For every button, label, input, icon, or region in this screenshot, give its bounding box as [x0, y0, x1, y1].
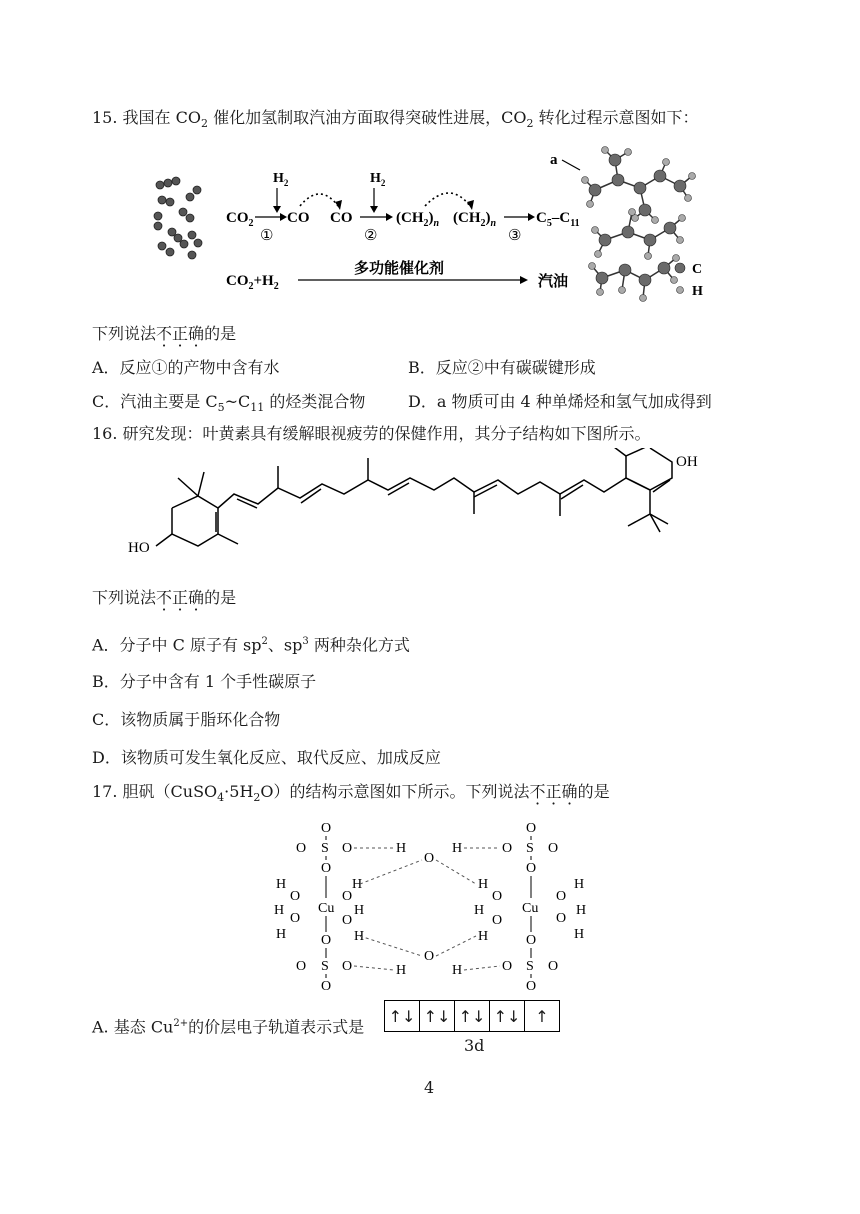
- structure-center: [396, 841, 462, 978]
- molecule-cluster: [154, 177, 202, 259]
- q15-option-d: D．a 物质可由 4 种单烯烃和氢气加成得到: [408, 392, 712, 411]
- svg-text:H: H: [574, 927, 585, 942]
- orbital-diagram-3d: [384, 1000, 560, 1032]
- svg-text:O: O: [296, 959, 307, 974]
- svg-text:O: O: [556, 889, 567, 904]
- svg-text:CO2+H2: $CO_2+H_2$: [226, 273, 279, 292]
- svg-text:①: ①: [260, 228, 274, 244]
- svg-text:H: H: [354, 929, 365, 944]
- svg-text:O: O: [296, 841, 307, 856]
- svg-text:S: S: [526, 841, 534, 856]
- structure-left-half: [274, 821, 364, 994]
- q16-prompt: 下列说法不正确的是: [92, 588, 237, 607]
- orbital-box: ↑: [535, 1006, 549, 1026]
- svg-text:O: O: [342, 889, 353, 904]
- q15-option-b: B．反应②中有碳碳键形成: [408, 358, 596, 377]
- svg-text:O: O: [342, 841, 353, 856]
- svg-text:C5–C11: $C_5-C_{11}$: [536, 210, 580, 229]
- svg-text:H: H: [452, 963, 463, 978]
- svg-text:O: O: [342, 913, 353, 928]
- svg-text:H: H: [396, 963, 407, 978]
- svg-text:O: O: [548, 841, 559, 856]
- svg-text:Cu: Cu: [318, 901, 335, 916]
- svg-text:S: S: [321, 959, 329, 974]
- svg-text:O: O: [342, 959, 353, 974]
- svg-text:H: H: [352, 877, 363, 892]
- ho-left-label: HO: [128, 540, 150, 556]
- svg-text:H: H: [354, 903, 365, 918]
- svg-text:H: H: [274, 903, 285, 918]
- q16-stem: 16. 研究发现：叶黄素具有缓解眼视疲劳的保健作用，其分子结构如下图所示。: [92, 424, 651, 443]
- svg-text:O: O: [526, 933, 537, 948]
- legend-carbon-dot: [675, 263, 685, 273]
- orbital-label: 3d: [464, 1036, 485, 1055]
- svg-text:O: O: [526, 821, 537, 836]
- svg-text:H: H: [276, 927, 287, 942]
- svg-text:S: S: [321, 841, 329, 856]
- svg-text:CO: CO: [287, 210, 310, 226]
- svg-text:O: O: [556, 911, 567, 926]
- svg-text:H: H: [474, 903, 485, 918]
- legend-carbon-label: C: [692, 262, 703, 277]
- svg-text:O: O: [290, 889, 301, 904]
- svg-text:H: H: [276, 877, 287, 892]
- svg-text:a: a: [550, 152, 558, 168]
- orbital-box: ↑↓: [420, 1001, 455, 1031]
- svg-text:②: ②: [364, 228, 378, 244]
- svg-text:O: O: [492, 889, 503, 904]
- svg-text:H: H: [478, 929, 489, 944]
- svg-text:O: O: [502, 959, 513, 974]
- svg-text:③: ③: [508, 228, 522, 244]
- svg-text:(CH2)n: $(CH_2)_n$: [396, 210, 440, 229]
- q17-stem: 17. 胆矾$(CuSO_4\cdot 5H_2O)$的结构示意图如下所示。下列说法不正确的是: [92, 782, 610, 805]
- lutein-structure: [120, 448, 740, 568]
- svg-text:H: H: [396, 841, 407, 856]
- svg-text:CO2: $CO_2$: [226, 210, 254, 229]
- page-number: 4: [424, 1078, 435, 1097]
- orbital-box: ↑↓: [385, 1001, 420, 1031]
- svg-text:O: O: [424, 851, 435, 866]
- svg-text:H: H: [452, 841, 463, 856]
- svg-text:H2: $H_2$: [273, 171, 289, 188]
- q16-option-c: C．该物质属于脂环化合物: [92, 710, 281, 729]
- svg-text:H: H: [574, 877, 585, 892]
- q16-option-b: B．分子中含有 1 个手性碳原子: [92, 672, 317, 691]
- legend-hydrogen-dot: [677, 287, 684, 294]
- q16-option-a: A．分子中 C 原子有 $sp^2$、$sp^3$ 两种杂化方式: [92, 635, 410, 655]
- svg-text:CO: CO: [330, 210, 353, 226]
- svg-text:H: H: [478, 877, 489, 892]
- svg-text:(CH2)n: $(CH_2)_n$: [453, 210, 497, 229]
- cuso4-5h2o-structure: [268, 814, 598, 996]
- q16-option-d: D．该物质可发生氧化反应、取代反应、加成反应: [92, 748, 441, 767]
- svg-text:H2: $H_2$: [370, 171, 386, 188]
- legend-hydrogen-label: H: [692, 284, 703, 299]
- svg-text:汽油: 汽油: [538, 274, 569, 290]
- svg-text:O: O: [321, 979, 332, 994]
- orbital-box: ↑↓: [455, 1001, 490, 1031]
- svg-text:H: H: [576, 903, 587, 918]
- q15-option-a: A．反应①的产物中含有水: [92, 358, 280, 377]
- oh-right-label: OH: [676, 454, 698, 470]
- structure-right-half: [474, 821, 586, 994]
- orbital-box: ↑↓: [490, 1001, 525, 1031]
- svg-text:O: O: [321, 861, 332, 876]
- svg-text:O: O: [502, 841, 513, 856]
- svg-text:O: O: [290, 911, 301, 926]
- q15-option-c: C．汽油主要是 $C_5\sim C_{11}$ 的烃类混合物: [92, 392, 366, 415]
- svg-text:O: O: [321, 933, 332, 948]
- svg-text:O: O: [526, 979, 537, 994]
- svg-text:多功能催化剂: 多功能催化剂: [354, 261, 445, 277]
- svg-text:O: O: [321, 821, 332, 836]
- svg-text:O: O: [424, 949, 435, 964]
- svg-text:O: O: [526, 861, 537, 876]
- q15-prompt: 下列说法不正确的是: [92, 324, 237, 343]
- q17-option-a: A. 基态 $Cu^{2+}$的价层电子轨道表示式是: [92, 1017, 365, 1037]
- q15-stem: 15. 我国在 $CO_2$ 催化加氢制取汽油方面取得突破性进展，$CO_2$ 转化过程示意图如下：: [92, 108, 699, 131]
- svg-text:O: O: [548, 959, 559, 974]
- svg-text:O: O: [492, 913, 503, 928]
- svg-text:Cu: Cu: [522, 901, 539, 916]
- svg-text:S: S: [526, 959, 534, 974]
- co2-conversion-diagram: [140, 140, 740, 310]
